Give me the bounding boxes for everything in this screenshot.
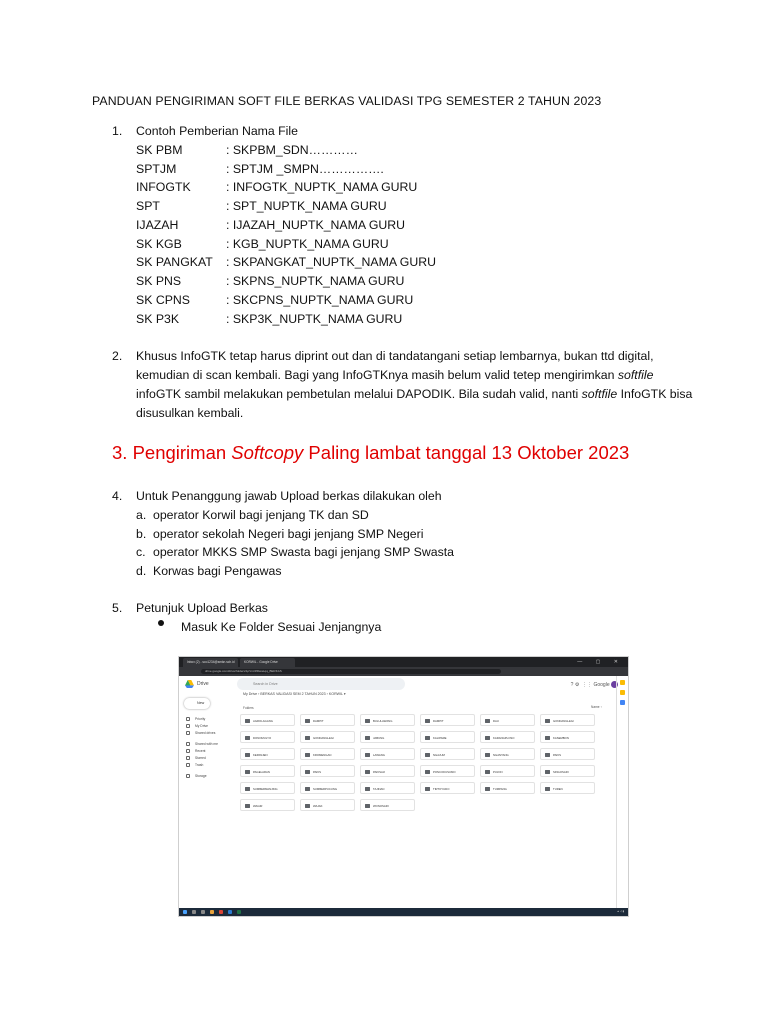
folder-item[interactable]: DAU xyxy=(480,714,535,726)
side-panel xyxy=(616,676,628,910)
folder-item[interactable]: LAWANG xyxy=(360,748,415,760)
folder-item[interactable]: WAGIR xyxy=(240,799,295,811)
start-icon[interactable] xyxy=(183,910,187,914)
sidebar-item[interactable]: Shared with me xyxy=(186,742,218,746)
file-pattern: : SPT_NUPTK_NAMA GURU xyxy=(226,199,387,213)
sidebar-item[interactable]: Trash xyxy=(186,763,203,767)
file-pattern: : SKCPNS_NUPTK_NAMA GURU xyxy=(226,293,414,307)
folder-item[interactable]: KROMENGAN xyxy=(300,748,355,760)
folder-item[interactable]: TIRTOYUDO xyxy=(420,782,475,794)
folder-item[interactable]: KASEMBON xyxy=(540,731,595,743)
file-pattern: : SPTJM _SMPN……………. xyxy=(226,162,384,176)
folder-item[interactable]: NGANTANG xyxy=(480,748,535,760)
file-pattern: : INFOGTK_NUPTK_NAMA GURU xyxy=(226,180,418,194)
address-bar xyxy=(179,667,628,676)
file-pattern: : IJAZAH_NUPTK_NAMA GURU xyxy=(226,218,406,232)
folder-item[interactable]: TUMPANG xyxy=(480,782,535,794)
folder-item[interactable]: BULULAWANG xyxy=(360,714,415,726)
item-5-number: 5. xyxy=(112,601,123,615)
doc-type: SPT xyxy=(136,199,160,213)
taskview-icon[interactable] xyxy=(201,910,205,914)
word-icon[interactable] xyxy=(228,910,232,914)
folder-item[interactable]: KARANGPLOSO xyxy=(480,731,535,743)
document-title: PANDUAN PENGIRIMAN SOFT FILE BERKAS VALIDASI TPG SEMESTER 2 TAHUN 2023 xyxy=(92,94,602,108)
bullet-text: Masuk Ke Folder Sesuai Jenjangnya xyxy=(181,620,382,634)
file-pattern: : SKPBM_SDN………… xyxy=(226,143,358,157)
folders-label: Folders xyxy=(243,706,254,710)
gear-icon: ⚙ xyxy=(574,681,580,688)
sidebar-item[interactable]: Recent xyxy=(186,749,205,753)
doc-type: SPTJM xyxy=(136,162,177,176)
folder-item[interactable]: PAKIS xyxy=(300,765,355,777)
sidebar-item[interactable]: Priority xyxy=(186,717,205,721)
system-tray[interactable]: ▲ ◁ ▮ xyxy=(616,910,624,913)
drive-screenshot xyxy=(178,656,629,917)
tasks-icon[interactable] xyxy=(620,700,625,705)
item-2-number: 2. xyxy=(112,349,123,363)
folder-item[interactable]: PUJON xyxy=(480,765,535,777)
sidebar-item[interactable]: Shared drives xyxy=(186,731,215,735)
item-4-number: 4. xyxy=(112,489,123,503)
chrome-icon[interactable] xyxy=(219,910,223,914)
folder-item[interactable]: PAKIS xyxy=(540,748,595,760)
apps-icon: ⋮⋮ xyxy=(582,681,593,688)
doc-type: IJAZAH xyxy=(136,218,179,232)
help-icon: ? xyxy=(570,681,574,688)
drive-logo-icon xyxy=(185,680,194,688)
drive-app xyxy=(179,676,628,910)
item-2-paragraph: Khusus InfoGTK tetap harus diprint out dan di tandatangani setiap lembarnya, bukan ttd digital, kemudian di scan kembali. Bagi yang InfoGTKnya masih belum valid tetep mengirimkan softfile infoGTK sambil melakukan pembetulan melalui DAPODIK. Bila sudah valid, nanti softfile InfoGTK bisa disusulkan kembali. xyxy=(136,349,693,420)
doc-type: SK P3K xyxy=(136,312,180,326)
file-pattern: : KGB_NUPTK_NAMA GURU xyxy=(226,237,389,251)
item-5-heading: Petunjuk Upload Berkas xyxy=(136,601,268,615)
folder-item[interactable]: PONCOKUSUMO xyxy=(420,765,475,777)
folder-item[interactable]: SUMBERPUCUNG xyxy=(300,782,355,794)
doc-type: SK CPNS xyxy=(136,293,190,307)
doc-type: INFOGTK xyxy=(136,180,191,194)
file-pattern: : SKPNS_NUPTK_NAMA GURU xyxy=(226,274,405,288)
doc-type: SK PNS xyxy=(136,274,182,288)
keep-icon[interactable] xyxy=(620,690,625,695)
doc-type: SK PBM xyxy=(136,143,183,157)
folder-item[interactable]: AGROLAGANG xyxy=(240,714,295,726)
doc-type: SK KGB xyxy=(136,237,182,251)
folder-item[interactable]: SUMBERMANJING xyxy=(240,782,295,794)
folder-item[interactable]: TUREN xyxy=(540,782,595,794)
new-button[interactable]: New xyxy=(184,698,210,709)
folder-item[interactable]: WAJAK xyxy=(300,799,355,811)
calendar-icon[interactable] xyxy=(620,680,625,685)
folder-item[interactable]: WONOSARI xyxy=(360,799,415,811)
folder-item[interactable]: DAMPIT xyxy=(300,714,355,726)
windows-taskbar xyxy=(179,908,628,916)
app-name: Drive xyxy=(197,681,209,687)
doc-type: SK PANGKAT xyxy=(136,255,213,269)
folder-item[interactable]: SINGOSARI xyxy=(540,765,595,777)
sidebar-item[interactable]: Starred xyxy=(186,756,206,760)
folder-item[interactable]: PAGELARAN xyxy=(240,765,295,777)
item-1-heading: Contoh Pemberian Nama File xyxy=(136,124,298,138)
account-area[interactable]: ? ⚙ ⋮⋮ Google xyxy=(571,681,618,688)
folder-item[interactable]: GONDANGLEGI xyxy=(300,731,355,743)
folder-item[interactable]: GONDANGLEGI xyxy=(540,714,595,726)
sort-control[interactable]: Name ↑ xyxy=(591,705,602,709)
browser-tab[interactable]: Inbox (2) - sco1234@smkn.sch.id xyxy=(183,658,238,667)
search-input[interactable]: Search in Drive xyxy=(237,678,405,690)
breadcrumb[interactable]: My Drive › BERKAS VALIDASI SEM 2 TAHUN 2023 › KORWIL ▾ xyxy=(243,692,346,696)
file-pattern: : SKP3K_NUPTK_NAMA GURU xyxy=(226,312,403,326)
item-4-heading: Untuk Penanggung jawab Upload berkas dilakukan oleh xyxy=(136,489,442,503)
search-icon[interactable] xyxy=(192,910,196,914)
folder-item[interactable]: NGAJUM xyxy=(420,748,475,760)
bullet-icon xyxy=(158,620,164,626)
folder-item[interactable]: KEPANJEN xyxy=(240,748,295,760)
url-field[interactable]: drive.google.com/drive/folders/1pVnJ4fRwaLqq_BERKAS xyxy=(201,669,501,674)
folder-item[interactable]: PAKISAJI xyxy=(360,765,415,777)
browser-tab-bar xyxy=(179,657,628,667)
folder-item[interactable]: DONOMULYO xyxy=(240,731,295,743)
file-pattern: : SKPANGKAT_NUPTK_NAMA GURU xyxy=(226,255,437,269)
folder-item[interactable]: TAJINAN xyxy=(360,782,415,794)
document-page: PANDUAN PENGIRIMAN SOFT FILE BERKAS VALIDASI TPG SEMESTER 2 TAHUN 2023 1. Contoh Pemberian Nama File SK PBM : SKPBM_SDN………… SPTJM : SPTJM _SMPN……………. INFOGTK : INFOGTK_NUPTK_NAMA GURU SPT : SPT_NUPTK_NAMA GURU IJAZAH : IJAZAH_NUPTK_NAMA GURU SK KGB : KGB_NUPTK_NAMA GURU SK PANGKAT : SKPANGKAT_NUPTK_NAMA GURU SK PNS : SKPNS_NUPTK_NAMA GURU SK CPNS : SKCPNS_NUPTK_NAMA GURU SK P3K : SKP3K_NUPTK_NAMA GURU 2. Khusus InfoGTK tetap harus diprint out dan di tandatangani setiap lembarnya, bukan ttd digital, kemudian di scan kembali. Bagi yang InfoGTKnya masih belum valid tetep mengirimkan softfile infoGTK sambil melakukan pembetulan melalui DAPODIK. Bila sudah valid, nanti softfile InfoGTK bisa disusulkan kembali. 3. Pengiriman Softcopy Paling lambat tanggal 13 Oktober 2023 4. Untuk Penanggung jawab Upload berkas dilakukan oleh a. operator Korwil bagi jenjang TK dan SD b. operator sekolah Negeri bagi jenjang SMP Negeri c. operator MKKS SMP Swasta bagi jenjang SMP Swasta d. Korwas bagi Pengawas 5. Petunjuk Upload Berkas Masuk Ke Folder Sesuai Jenjangnya Inbox (2) - sco1234@smkn.sch.id KORWIL - Google Drive — ▢ ✕ drive.google.com/drive/folders/1pVnJ4fRwaLqq_BERKAS Drive Search in Drive ? ⚙ ⋮⋮ Google New Priority My Drive Shared drives Shared with me Recent Starred Trash Storage My Drive › BERKAS VALIDASI SEM 2 TAHUN 2023 › KORWIL ▾ Folders Name ↑ AGROLAGANG DAMPIT BULULAWANG DAMPIT DAU GONDANGLEGI DONOMULYO GONDANGLEGI JABUNG KALIPARE KARANGPLOSO KASEMBON KEPANJEN KROMENGAN LAWANG NGAJUM NGANTANG PAKIS PAGELARAN PAKIS PAKISAJI PONCOKUSUMO PUJON SINGOSARI SUMBERMANJING SUMBERPUCUNG TAJINAN TIRTOYUDO TUMPANG TUREN WAGIR WAJAK WONOSARI ▲ ◁ ▮ xyxy=(0,0,768,1024)
sidebar-item[interactable]: My Drive xyxy=(186,724,208,728)
browser-tab[interactable]: KORWIL - Google Drive xyxy=(240,658,295,667)
item-1-number: 1. xyxy=(112,124,123,138)
window-controls[interactable]: — ▢ ✕ xyxy=(577,659,624,665)
folder-item[interactable]: DAMPIT xyxy=(420,714,475,726)
explorer-icon[interactable] xyxy=(210,910,214,914)
folder-item[interactable]: JABUNG xyxy=(360,731,415,743)
excel-icon[interactable] xyxy=(237,910,241,914)
deadline-notice: 3. Pengiriman Softcopy Paling lambat tanggal 13 Oktober 2023 xyxy=(112,442,630,463)
folder-item[interactable]: KALIPARE xyxy=(420,731,475,743)
sidebar-item[interactable]: Storage xyxy=(186,774,207,778)
